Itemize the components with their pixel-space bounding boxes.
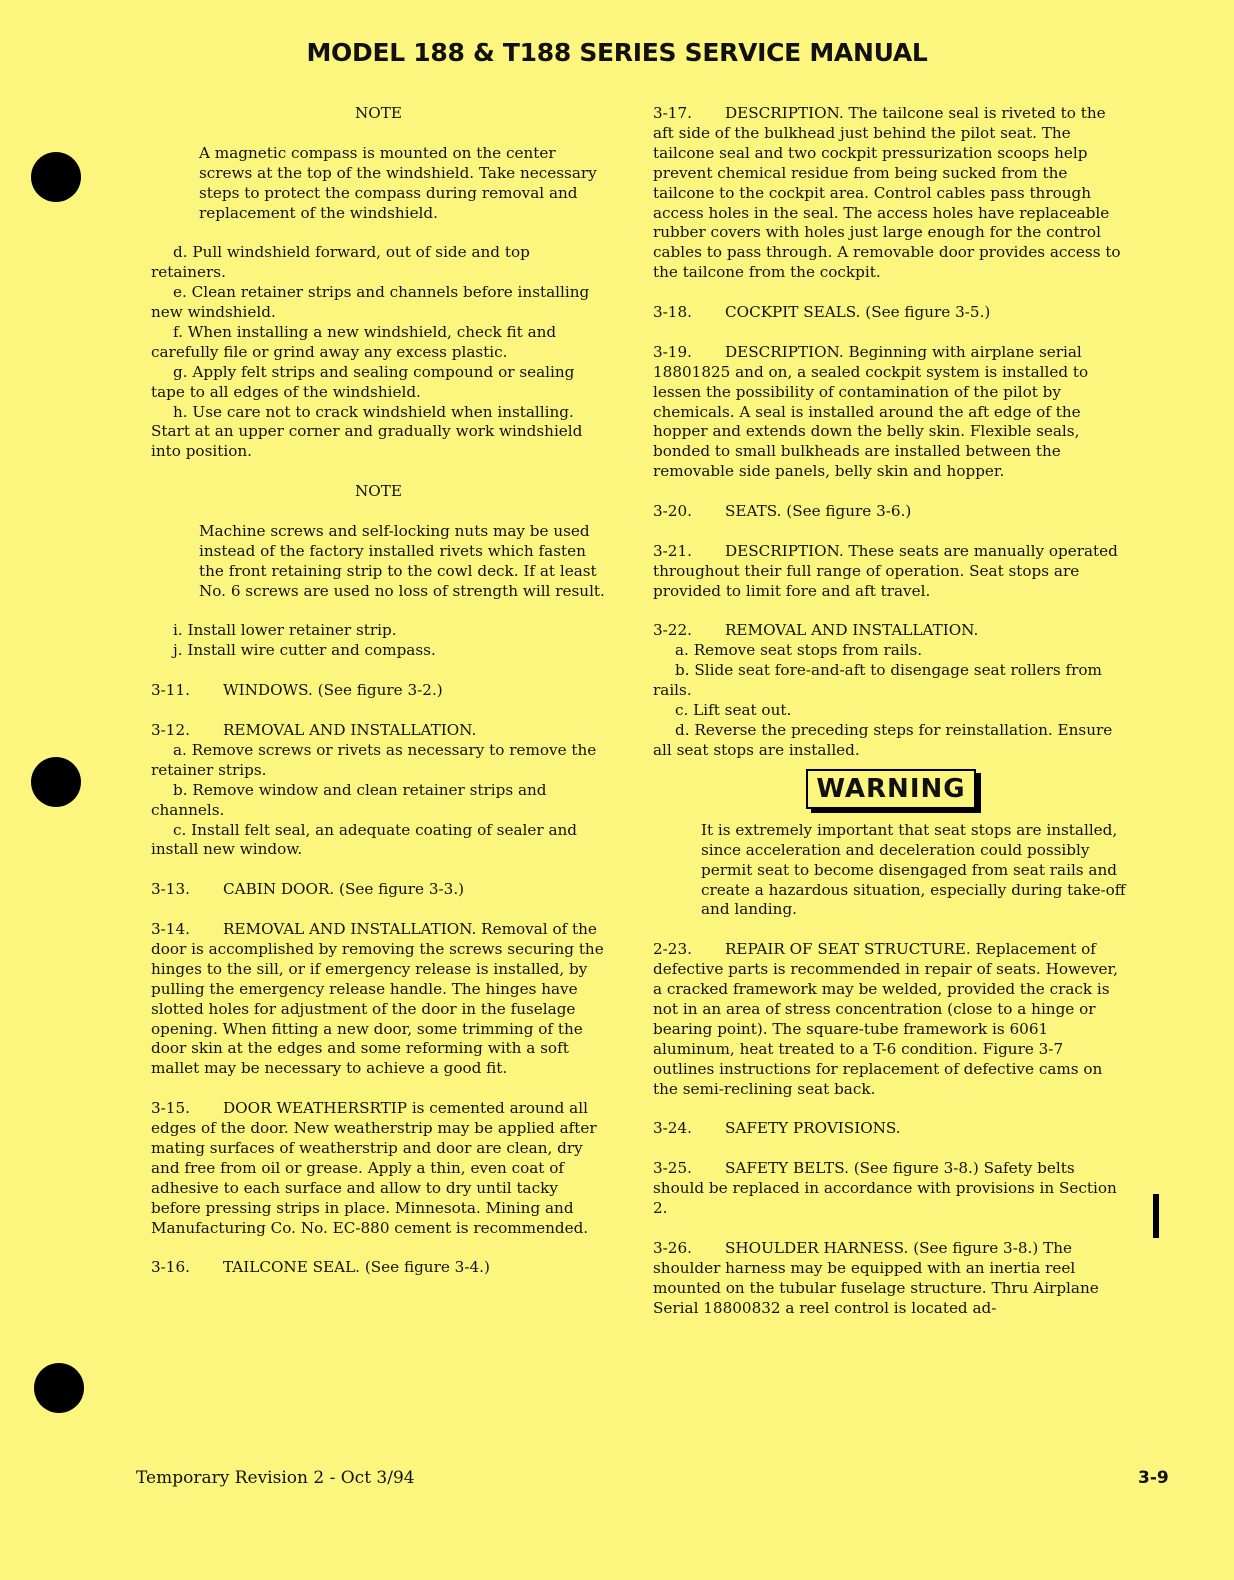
footer-revision: Temporary Revision 2 - Oct 3/94 xyxy=(136,1468,415,1488)
section-text: REMOVAL AND INSTALLATION. xyxy=(725,621,979,640)
section-text: WINDOWS. (See figure 3-2.) xyxy=(223,681,443,700)
section-3-15 xyxy=(151,1099,606,1238)
section-number: 3-18. xyxy=(653,303,692,322)
step-item: d. Pull windshield forward, out of side and top retainers. xyxy=(151,243,530,282)
section-3-18 xyxy=(653,303,1129,323)
step-item: h. Use care not to crack windshield when installing. Start at an upper corner and gradually work windshield into position. xyxy=(151,402,583,461)
section-3-26 xyxy=(653,1239,1129,1319)
section-number: 3-22. xyxy=(653,621,692,640)
section-3-12 xyxy=(151,721,606,860)
warning-banner xyxy=(653,769,1129,809)
section-number: 3-19. xyxy=(653,342,692,361)
note-title: NOTE xyxy=(355,104,402,122)
section-text: REMOVAL AND INSTALLATION. Removal of the door is accomplished by removing the screws securing the hinges to the sill, or if emergency release is installed, by pulling the emergency release handle. The hinges have slotted holes for adjustment of the door in the fuselage opening. When fitting a new door, some trimming of the door skin at the edges and some reforming with a soft mallet may be necessary to achieve a good fit. xyxy=(151,920,604,1078)
step-list xyxy=(151,621,606,661)
section-number: 3-20. xyxy=(653,502,692,521)
section-2-23 xyxy=(653,940,1129,1099)
step-item: f. When installing a new windshield, check fit and carefully file or grind away any excess plastic. xyxy=(151,322,557,361)
section-text: TAILCONE SEAL. (See figure 3-4.) xyxy=(223,1258,490,1277)
step-item: c. Lift seat out. xyxy=(675,701,792,720)
section-text: REMOVAL AND INSTALLATION. xyxy=(223,720,477,739)
section-3-24 xyxy=(653,1119,1129,1139)
section-number: 3-15. xyxy=(151,1099,190,1118)
warning-label: WARNING xyxy=(806,769,975,809)
step-item: b. Remove window and clean retainer strips and channels. xyxy=(151,780,547,819)
section-3-25 xyxy=(653,1159,1129,1219)
step-item: c. Install felt seal, an adequate coating of sealer and install new window. xyxy=(151,820,578,859)
step-item: i. Install lower retainer strip. xyxy=(173,621,397,640)
section-text: DOOR WEATHERSRTIP is cemented around all edges of the door. New weatherstrip may be applied after mating surfaces of weatherstrip and door are clean, dry and free from oil or grease. Apply a thin, even coat of adhesive to each surface and allow to dry until tacky before pressing strips in place. Minnesota. Mining and Manufacturing Co. No. EC-880 cement is recommended. xyxy=(151,1099,597,1237)
step-item: e. Clean retainer strips and channels before installing new windshield. xyxy=(151,283,590,322)
revision-bar xyxy=(1153,1194,1159,1238)
section-3-14 xyxy=(151,920,606,1079)
step-item: d. Reverse the preceding steps for reinstallation. Ensure all seat stops are installed. xyxy=(653,721,1113,759)
section-text: DESCRIPTION. Beginning with airplane serial 18801825 and on, a sealed cockpit system is installed to lessen the possibility of contamination of the pilot by chemicals. A seal is installed around the aft edge of the hopper and extends down the belly skin. Flexible seals, bonded to small bulkheads are installed between the removable side panels, belly skin and hopper. xyxy=(653,342,1089,481)
step-item: a. Remove screws or rivets as necessary to remove the retainer strips. xyxy=(151,740,597,779)
warning-text: It is extremely important that seat stops are installed, since acceleration and deceleration could possibly permit seat to become disengaged from seat rails and create a hazardous situation, especially during take-off and landing. xyxy=(701,820,1126,919)
section-3-20 xyxy=(653,502,1129,522)
section-text: REPAIR OF SEAT STRUCTURE. Replacement of defective parts is recommended in repair of seats. However, a cracked framework may be welded, provided the crack is not in an area of stress concentration (close to a hinge or bearing point). The square-tube framework is 6061 aluminum, heat treated to a T-6 condition. Figure 3-7 outlines instructions for replacement of defective cams on the semi-reclining seat back. xyxy=(653,940,1118,1098)
step-item: a. Remove seat stops from rails. xyxy=(675,641,923,660)
binder-hole-bottom xyxy=(34,1363,84,1413)
section-3-22 xyxy=(653,621,1129,760)
page-number: 3-9 xyxy=(1138,1468,1169,1488)
left-column xyxy=(151,104,606,1298)
binder-hole-top xyxy=(31,152,81,202)
section-3-17 xyxy=(653,104,1129,283)
right-column xyxy=(653,104,1129,1338)
section-text: DESCRIPTION. The tailcone seal is riveted to the aft side of the bulkhead just behind the pilot seat. The tailcone seal and two cockpit pressurization scoops help prevent chemical residue from being sucked from the tailcone to the cockpit area. Control cables pass through access holes in the seal. The access holes have replaceable rubber covers with holes just large enough for the control cables to pass through. A removable door provides access to the tailcone from the cockpit. xyxy=(653,104,1121,282)
note-title: NOTE xyxy=(355,482,402,501)
step-item: b. Slide seat fore-and-aft to disengage seat rollers from rails. xyxy=(653,661,1102,700)
section-text: SEATS. (See figure 3-6.) xyxy=(725,502,912,521)
section-number: 3-17. xyxy=(653,104,692,122)
section-3-16 xyxy=(151,1258,606,1278)
section-number: 3-13. xyxy=(151,880,190,899)
section-number: 3-25. xyxy=(653,1159,692,1178)
section-text: CABIN DOOR. (See figure 3-3.) xyxy=(223,880,465,899)
section-text: SAFETY BELTS. (See figure 3-8.) Safety belts should be replaced in accordance with provisions in Section 2. xyxy=(653,1159,1117,1217)
section-3-21 xyxy=(653,542,1129,602)
section-text: DESCRIPTION. These seats are manually operated throughout their full range of operation. Seat stops are provided to limit fore and aft travel. xyxy=(653,541,1118,600)
note-text: A magnetic compass is mounted on the center screws at the top of the windshield. Take necessary steps to protect the compass during removal and replacement of the windshield. xyxy=(199,143,597,222)
section-number: 3-21. xyxy=(653,541,692,560)
binder-hole-middle xyxy=(31,757,81,807)
section-number: 3-12. xyxy=(151,720,190,739)
section-number: 3-26. xyxy=(653,1238,692,1257)
section-number: 3-24. xyxy=(653,1119,692,1138)
note-text: Machine screws and self-locking nuts may be used instead of the factory installed rivets which fasten the front retaining strip to the cowl deck. If at least No. 6 screws are used no loss of strength will result. xyxy=(199,521,605,600)
step-item: g. Apply felt strips and sealing compound or sealing tape to all edges of the windshield. xyxy=(151,362,575,401)
section-text: COCKPIT SEALS. (See figure 3-5.) xyxy=(725,303,991,322)
section-3-19 xyxy=(653,343,1129,482)
step-item: j. Install wire cutter and compass. xyxy=(173,641,436,660)
section-text: SAFETY PROVISIONS. xyxy=(725,1119,901,1138)
section-3-11 xyxy=(151,681,606,701)
section-number: 3-14. xyxy=(151,920,190,939)
section-text: SHOULDER HARNESS. (See figure 3-8.) The shoulder harness may be equipped with an inertia reel mounted on the tubular fuselage structure. Thru Airplane Serial 18800832 a reel control is located ad- xyxy=(653,1238,1099,1317)
section-3-13 xyxy=(151,880,606,900)
section-number: 3-11. xyxy=(151,681,190,700)
page-title: MODEL 188 & T188 SERIES SERVICE MANUAL xyxy=(306,38,928,67)
section-number: 2-23. xyxy=(653,940,692,959)
step-list xyxy=(151,243,606,462)
section-number: 3-16. xyxy=(151,1258,190,1277)
